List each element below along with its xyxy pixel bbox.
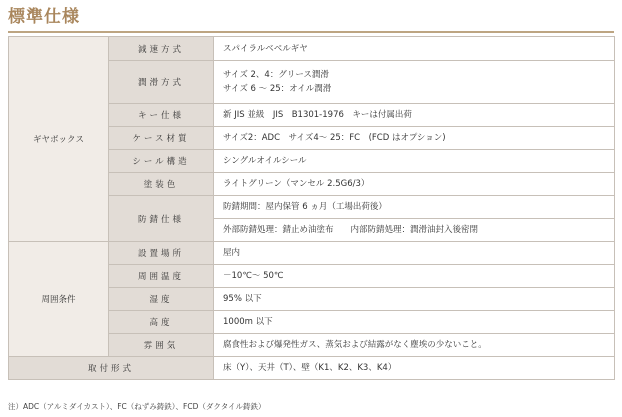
row-value [214,173,615,196]
page-title: 標準仕様 [8,7,80,27]
group-environment: 周囲条件 [9,242,109,357]
group-gearbox: ギヤボックス [9,37,109,242]
row-label: 防錆仕様 [109,196,214,242]
row-value [214,242,615,265]
table-row [9,37,615,61]
row-value [214,334,615,357]
value-text: ライトグリーン（マンセル 2.5G6/3） [223,179,370,189]
row-value [214,219,615,242]
value-text: スパイラルベベルギヤ [223,43,308,54]
title-underline [8,31,614,33]
value-text: 新 JIS 並級 JIS B1301-1976 キーは付属出荷 [223,110,412,120]
table-row [9,242,615,265]
value-text: 95% 以下 [223,294,262,304]
row-label: 潤滑方式 [109,61,214,104]
value-text: サイズ2：ADC サイズ4～ 25：FC (FCD はオプション) [223,133,446,143]
row-label: 雰囲気 [109,334,214,357]
spec-table [8,36,615,380]
value-text: 外部防錆処理：錆止め油塗布 内部防錆処理：潤滑油封入後密閉 [223,225,479,235]
value-text: 防錆期間：屋内保管 6 ヵ月（工場出荷後） [223,202,387,212]
row-label: 湿度 [109,288,214,311]
footnote: 注）ADC（アルミダイカスト）、FC（ねずみ鋳鉄）、FCD（ダクタイル鋳鉄） [8,402,266,411]
row-value [214,357,615,380]
value-text: 屋内 [223,248,241,258]
row-label: 減速方式 [109,37,214,61]
row-value [214,37,615,61]
table-row [9,357,615,380]
row-value [214,104,615,127]
value-text: シングルオイルシール [223,156,307,166]
value-text: －10℃～ 50℃ [223,271,284,281]
row-label: キー仕様 [109,104,214,127]
row-value [214,265,615,288]
value-text: 1000m 以下 [223,317,273,327]
row-label: 周囲温度 [109,265,214,288]
row-label: ケース材質 [109,127,214,150]
row-label: シール構造 [109,150,214,173]
row-value [214,61,615,104]
row-label: 設置場所 [109,242,214,265]
row-value [214,127,615,150]
value-text: 腐食性および爆発性ガス、蒸気および結露がなく塵埃の少ないこと。 [223,340,487,350]
group-mounting: 取付形式 [9,357,214,380]
row-value [214,311,615,334]
row-label: 高度 [109,311,214,334]
value-text: サイズ 6 ～ 25：オイル潤滑 [223,84,332,94]
value-text: 床（Y）、天井（T）、壁（K1、K2、K3、K4） [223,363,397,373]
row-value [214,150,615,173]
value-text: サイズ 2、4：グリース潤滑 [223,70,329,80]
row-value [214,196,615,219]
row-label: 塗装色 [109,173,214,196]
row-value [214,288,615,311]
